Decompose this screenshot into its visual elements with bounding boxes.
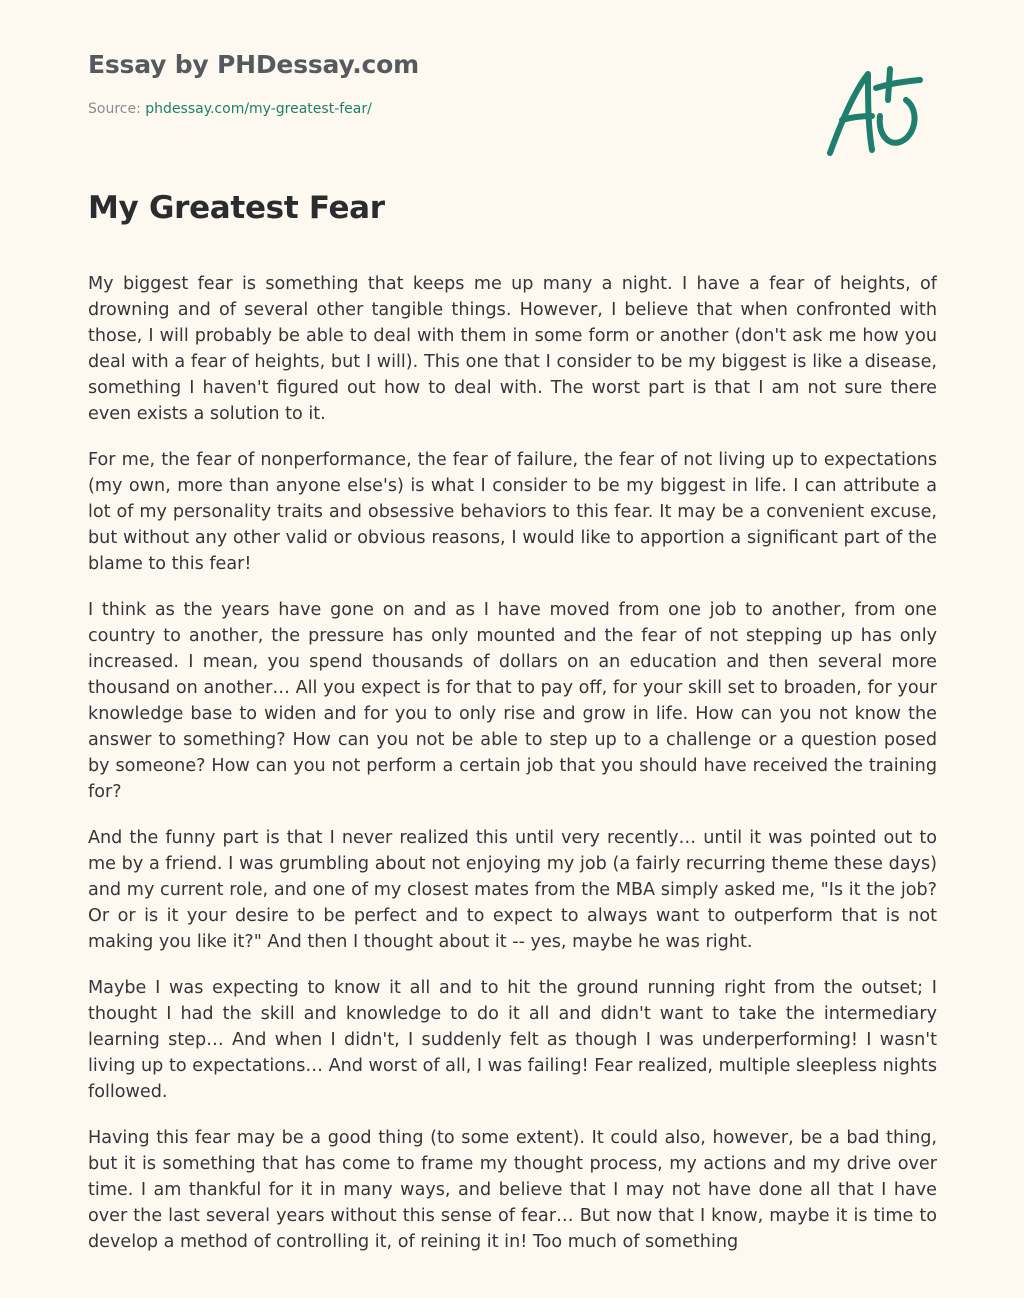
source-label: Source: bbox=[88, 101, 141, 117]
essay-body bbox=[88, 271, 937, 1298]
essay-paragraph: Having this fear may be a good thing (to some extent). It could also, however, be a bad thing, but it is something that has come to frame my thought process, my actions and my drive over time. I am thankful for it in many ways, and believe that I may not have done all that I have over the last several years without this sense of fear… But now that I know, maybe it is time to develop a method of controlling it, of reining it in! Too much of something bbox=[88, 1128, 937, 1252]
source-line bbox=[88, 101, 372, 117]
essay-title: My Greatest Fear bbox=[88, 190, 385, 226]
essay-paragraph: My biggest fear is something that keeps me up many a night. I have a fear of heights, of drowning and of several other tangible things. However, I believe that when confronted with those, I will probably be able to deal with them in some form or another (don't ask me how you deal with a fear of heights, but I will). This one that I consider to be my biggest is like a disease, something I haven't figured out how to deal with. The worst part is that I am not sure there even exists a solution to it. bbox=[88, 274, 937, 424]
a-plus-grade-icon bbox=[820, 64, 930, 164]
essay-paragraph: I think as the years have gone on and as I have moved from one job to another, from one country to another, the pressure has only mounted and the fear of not stepping up has only increased. I mean, you spend thousands of dollars on an education and then several more thousand on another… All you expect is for that to pay off, for your skill set to broaden, for your knowledge base to widen and for you to only rise and grow in life. How can you not know the answer to something? How can you not be able to step up to a challenge or a question posed by someone? How can you not perform a certain job that you should have received the training for? bbox=[88, 600, 937, 802]
essay-paragraph: Maybe I was expecting to know it all and to hit the ground running right from the outset; I thought I had the skill and knowledge to do it all and didn't want to take the intermediary learning step… And when I didn't, I suddenly felt as though I was underperforming! I wasn't living up to expectations… And worst of all, I was failing! Fear realized, multiple sleepless nights followed. bbox=[88, 978, 937, 1102]
essay-paragraph: For me, the fear of nonperformance, the fear of failure, the fear of not living up to expectations (my own, more than anyone else's) is what I consider to be my biggest in life. I can attribute a lot of my personality traits and obsessive behaviors to this fear. It may be a convenient excuse, but without any other valid or obvious reasons, I would like to apportion a significant part of the blame to this fear! bbox=[88, 450, 937, 574]
essay-paragraph: And the funny part is that I never realized this until very recently… until it was pointed out to me by a friend. I was grumbling about not enjoying my job (a fairly recurring theme these days) and my current role, and one of my closest mates from the MBA simply asked me, "Is it the job? Or or is it your desire to be perfect and to expect to always want to outperform that is not making you like it?" And then I thought about it -- yes, maybe he was right. bbox=[88, 828, 937, 952]
source-link[interactable]: phdessay.com/my-greatest-fear/ bbox=[145, 101, 372, 117]
site-brand: Essay by PHDessay.com bbox=[88, 50, 419, 79]
